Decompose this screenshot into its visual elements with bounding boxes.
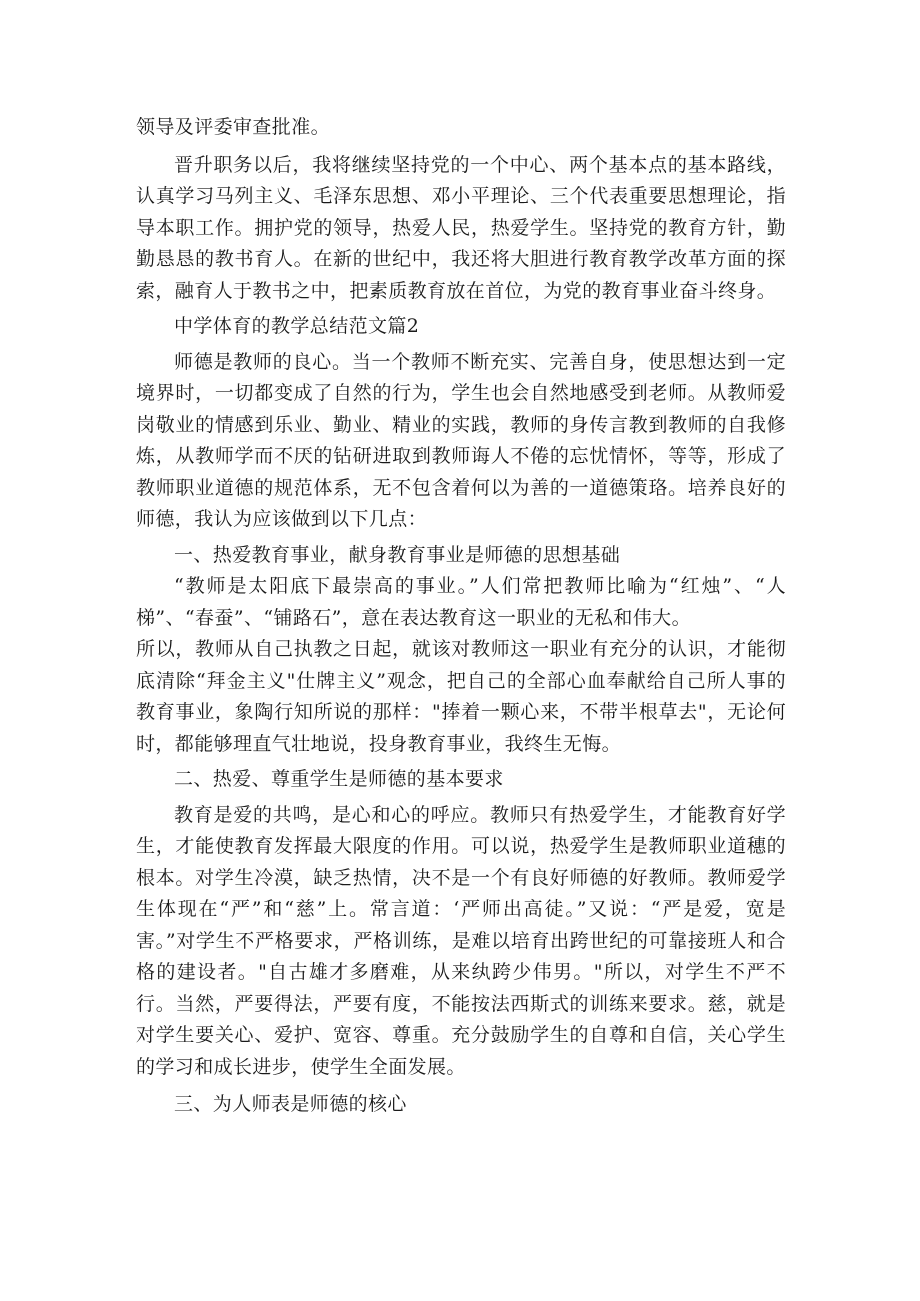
paragraph-teacher-ethics-intro: 师德是教师的良心。当一个教师不断充实、完善自身，使思想达到一定境界时，一切都变成了自然的行为，学生也会自然地感受到老师。从教师爱岗敬业的情感到乐业、勤业、精业的实践，教师的身传言教到教师的自我修炼，从教师学而不厌的钻研进取到教师诲人不倦的忘忧情怀，等等，形成了教师职业道德的规范体系，无不包含着何以为善的一道德策珞。培养良好的师德，我认为应该做到以下几点：: [136, 350, 786, 530]
heading-point-3: 三、为人师表是师德的核心: [174, 1093, 407, 1115]
paragraph-teacher-metaphors: “教师是太阳底下最崇高的事业。”人们常把教师比喻为“红烛”、“人梯”、“春蚕”、“铺路石”，意在表达教育这一职业的无私和伟大。: [136, 575, 786, 629]
section-title-article-2: 中学体育的教学总结范文篇2: [174, 315, 420, 337]
document-body: [136, 112, 786, 1121]
paragraph-love-students: 教育是爱的共鸣，是心和心的呼应。教师只有热爱学生，才能教育好学生，才能使教育发挥最大限度的作用。可以说，热爱学生是教师职业道穗的根本。对学生冷漠，缺乏热情，决不是一个有良好师德的好教师。教师爱学生体现在“严”和“慈”上。常言道：‘严师出高徒。”又说：“严是爱，宽是害。”对学生不严格要求，严格训练，是难以培育出跨世纪的可靠接班人和合格的建设者。"自古雄才多磨难，从来纨跨少伟男。"所以，对学生不严不行。当然，严要得法，严要有度，不能按法西斯式的训练来要求。慈，就是对学生要关心、爱护、宽容、尊重。充分鼓励学生的自尊和自信，关心学生的学习和成长进步，使学生全面发展。: [136, 803, 786, 1078]
paragraph-dedication: 所以，教师从自己执教之日起，就该对教师这一职业有充分的认识，才能彻底清除“拜金主义"仕牌主义”观念，把自己的全部心血奉献给自己所人事的教育事业，象陶行知所说的那样："捧着一颗心来，不带半根草去"，无论何时，都能够理直气壮地说，投身教育事业，我终生无悔。: [136, 638, 786, 755]
heading-point-1: 一、热爱教育事业，献身教育事业是师德的思想基础: [174, 543, 621, 566]
paragraph-approval: 领导及评委审查批准。: [136, 116, 331, 138]
paragraph-promotion-commitment: 晋升职务以后，我将继续坚持党的一个中心、两个基本点的基本路线，认真学习马列主义、毛泽东思想、邓小平理论、三个代表重要思想理论，指导本职工作。拥护党的领导，热爱人民，热爱学生。坚持党的教育方针，勤勤恳恳的教书育人。在新的世纪中，我还将大胆进行教育教学改革方面的探索，融育人于教书之中，把素质教育放在首位，为党的教育事业奋斗终身。: [136, 153, 786, 302]
heading-point-2: 二、热爱、尊重学生是师德的基本要求: [174, 768, 504, 790]
